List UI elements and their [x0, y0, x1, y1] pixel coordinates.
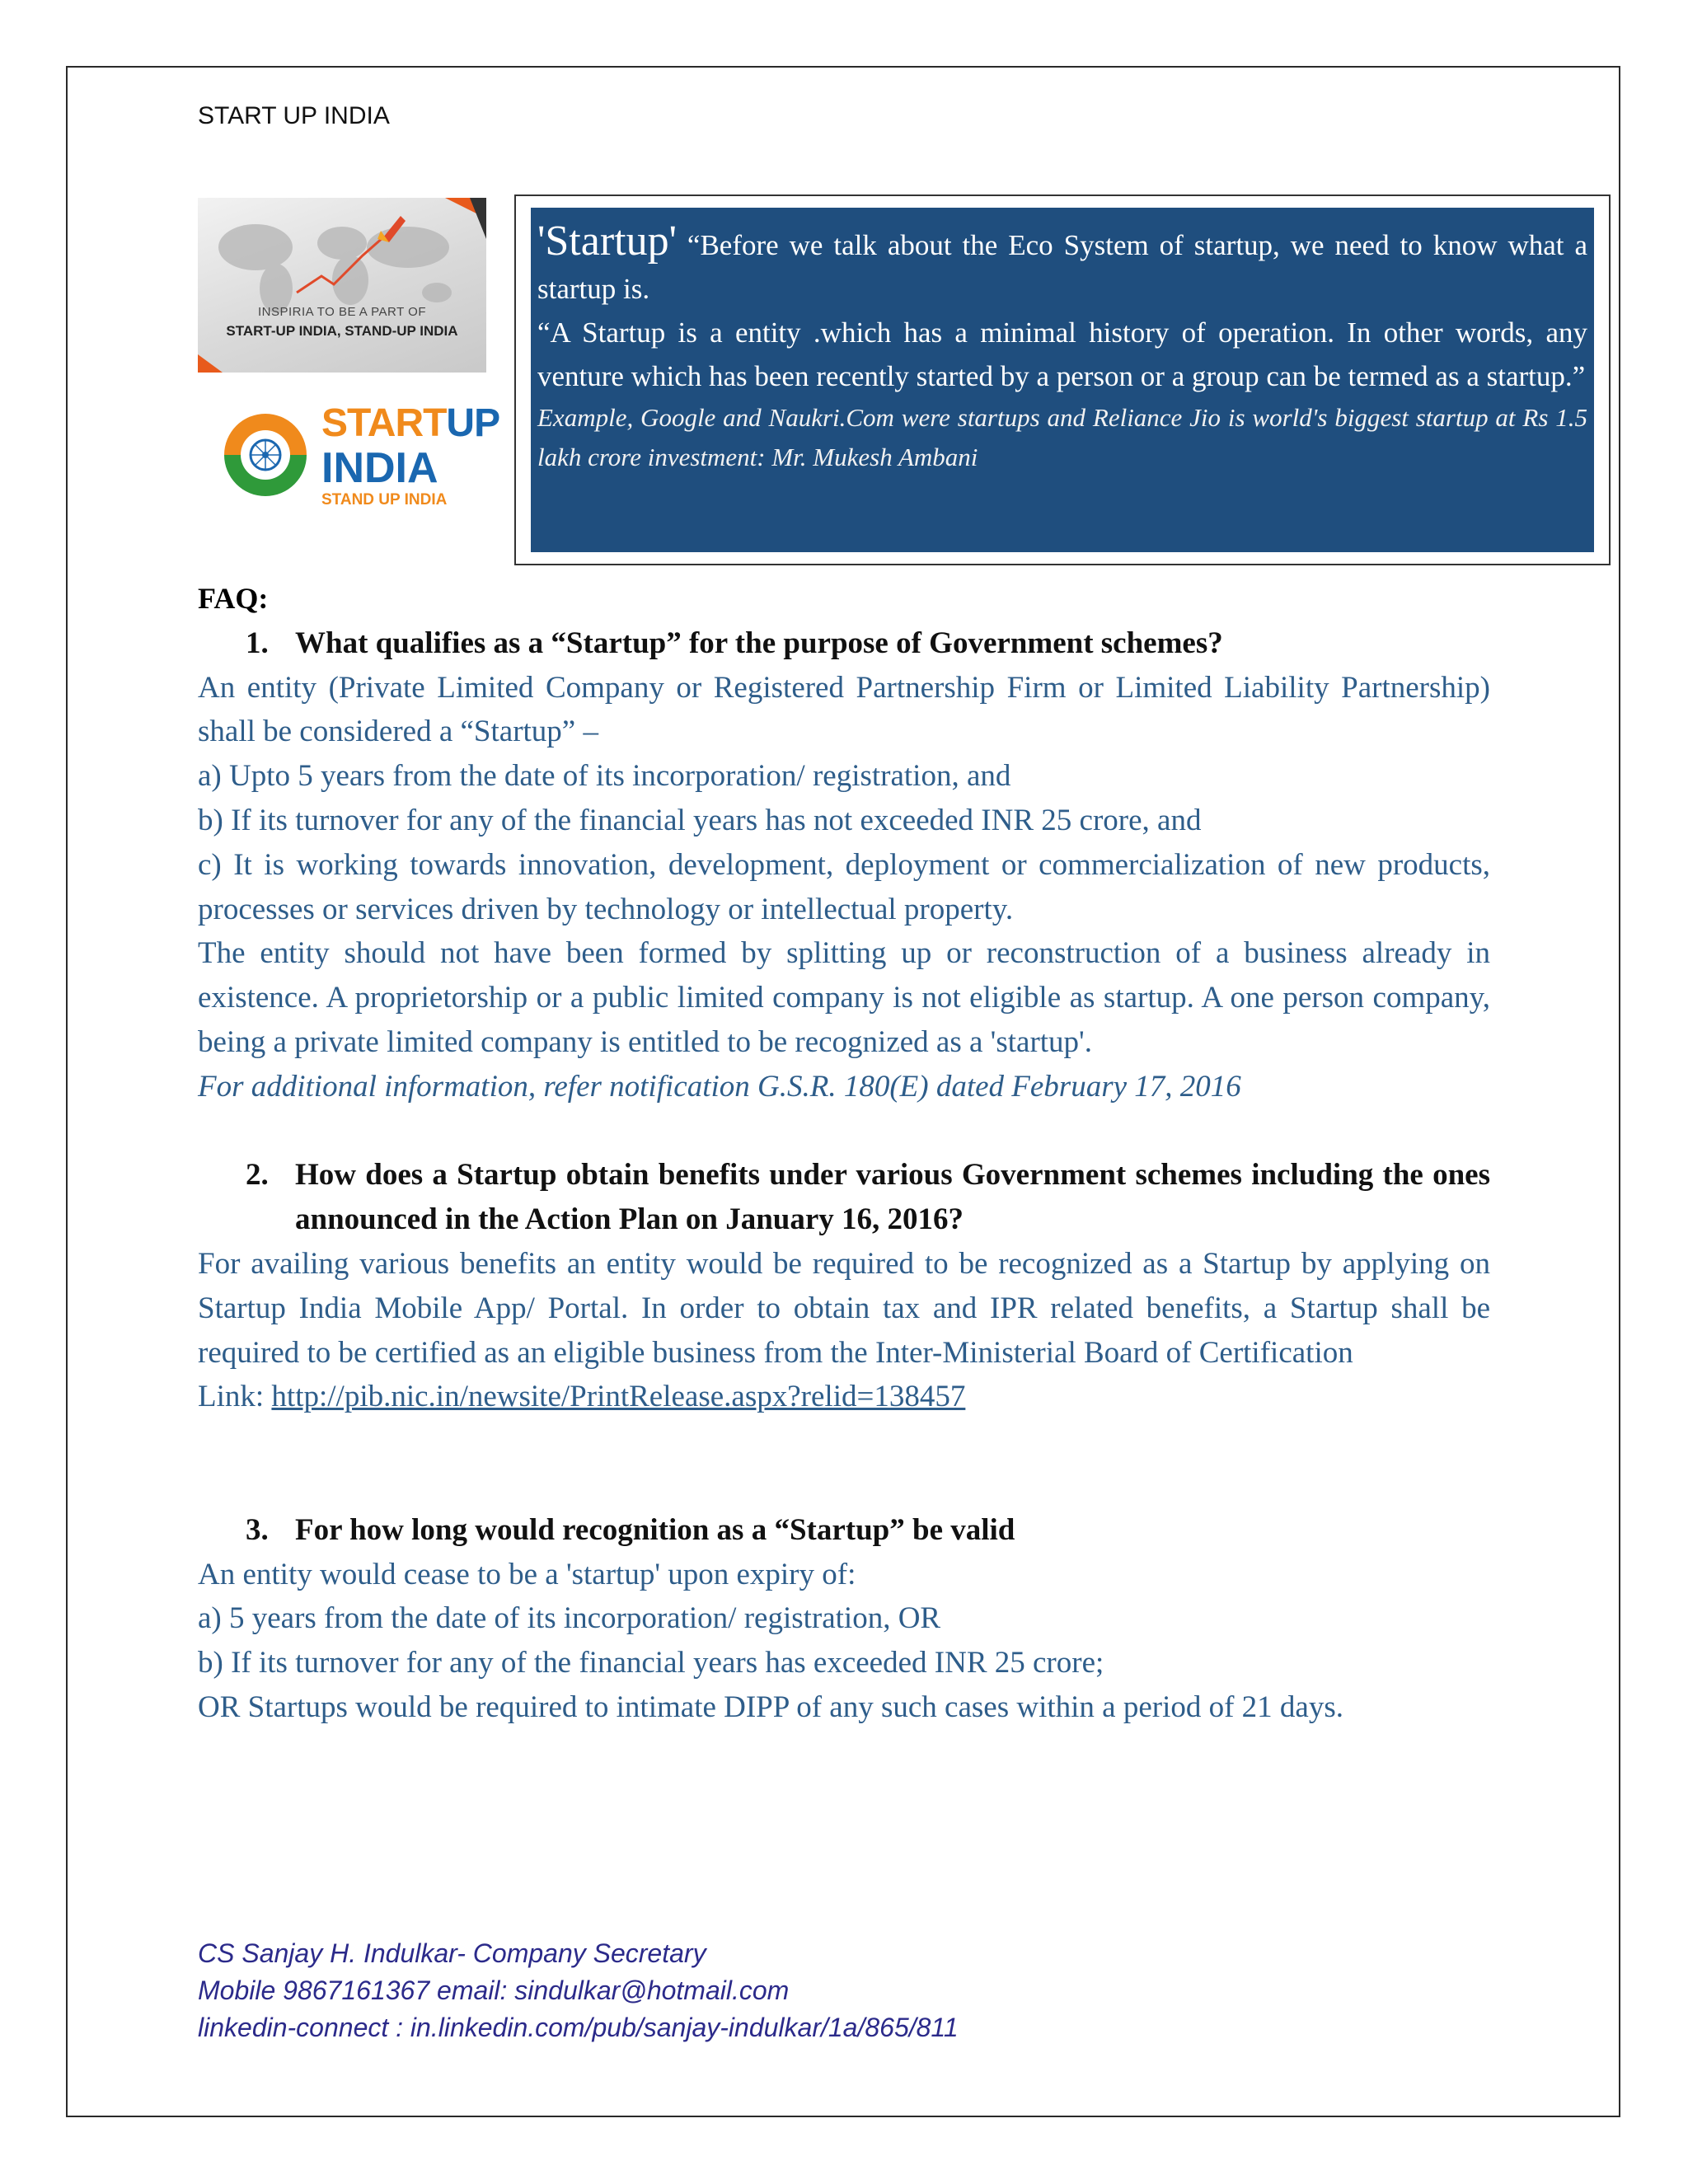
spacer	[198, 1419, 1490, 1464]
banner-line2: START-UP INDIA, STAND-UP INDIA	[226, 323, 458, 339]
page-header: START UP INDIA	[198, 102, 390, 129]
pib-release-link[interactable]: http://pib.nic.in/newsite/PrintRelease.aspx?relid=138457	[271, 1380, 966, 1414]
logo-standup-text: STAND UP INDIA	[321, 491, 448, 509]
startup-india-banner-image	[198, 198, 486, 373]
answer-note: For additional information, refer notification G.S.R. 180(E) dated February 17, 2016	[198, 1069, 1241, 1104]
faq-title: FAQ:	[198, 582, 269, 615]
box-example: Example, Google and Naukri.Com were startups and Reliance Jio is world's biggest startup at Rs 1.5 lakh crore investment: Mr. Mukesh Ambani	[537, 403, 1587, 471]
question-number: 2.	[246, 1158, 269, 1193]
faq-question-3	[198, 1508, 1490, 1553]
faq-section	[198, 577, 1490, 1730]
box-heading: 'Startup'	[537, 218, 677, 265]
faq-question-1	[198, 621, 1490, 666]
logo-up-text: UP	[446, 401, 500, 445]
logo-india-word: INDIA	[321, 444, 438, 492]
startup-definition-box	[531, 208, 1594, 552]
question-number: 1.	[246, 626, 269, 660]
answer-item-c: c) It is working towards innovation, development, deployment or commercialization of new products, processes or services driven by technology or intellectual property.	[198, 847, 1490, 926]
answer-paragraph: The entity should not have been formed by splitting up or reconstruction of a business already in existence. A proprietorship or a public limited company is not eligible as startup. A one person company, being a private limited company is entitled to be recognized as a 'startup'.	[198, 936, 1490, 1059]
answer-item-a: a) 5 years from the date of its incorporation/ registration, OR	[198, 1601, 941, 1636]
answer-item-c: OR Startups would be required to intimate DIPP of any such cases within a period of 21 days.	[198, 1690, 1343, 1724]
banner-line1: INSPIRIA TO BE A PART OF	[257, 305, 427, 319]
box-definition: “A Startup is a entity .which has a minimal history of operation. In other words, any venture which has been recently started by a person or a group can be termed as a startup.”	[537, 316, 1587, 392]
footer-author: CS Sanjay H. Indulkar- Company Secretary	[198, 1938, 706, 1968]
question-number: 3.	[246, 1512, 269, 1547]
footer-linkedin: linkedin-connect : in.linkedin.com/pub/sanjay-indulkar/1a/865/811	[198, 2013, 959, 2042]
ashoka-chakra-emblem-icon	[216, 405, 315, 504]
answer-paragraph: An entity (Private Limited Company or Registered Partnership Firm or Limited Liability Partnership) shall be considered a “Startup” –	[198, 670, 1490, 749]
answer-paragraph: For availing various benefits an entity would be required to be recognized as a Startup by applying on Startup India Mobile App/ Portal. In order to obtain tax and IPR related benefits, a Startup shall be required to be certified as an eligible business from the Inter-Ministerial Board of Certification	[198, 1246, 1490, 1370]
spacer	[198, 1464, 1490, 1508]
logo-start-word	[321, 401, 499, 446]
footer-contact: Mobile 9867161367 email: sindulkar@hotmail.com	[198, 1975, 790, 2005]
link-label: Link:	[198, 1380, 272, 1414]
question-text: For how long would recognition as a “Startup” be valid	[295, 1512, 1015, 1547]
answer-link-line	[198, 1375, 1490, 1419]
box-intro-paragraph	[537, 219, 1587, 311]
answer-item-b: b) If its turnover for any of the financial years has not exceeded INR 25 crore, and	[198, 803, 1202, 837]
faq-question-2	[198, 1153, 1490, 1242]
spacer	[198, 1109, 1490, 1154]
answer-item-a: a) Upto 5 years from the date of its incorporation/ registration, and	[198, 759, 1011, 794]
box-intro-text: “Before we talk about the Eco System of startup, we need to know what a startup is.	[537, 229, 1587, 305]
world-map-rocket-graphic	[198, 198, 486, 373]
question-text: What qualifies as a “Startup” for the purpose of Government schemes?	[295, 626, 1223, 660]
question-text: How does a Startup obtain benefits under various Government schemes including the ones announced in the Action Plan on January 16, 2016?	[295, 1158, 1490, 1237]
author-footer	[198, 1935, 959, 2046]
answer-paragraph: An entity would cease to be a 'startup' upon expiry of:	[198, 1557, 856, 1591]
answer-item-b: b) If its turnover for any of the financial years has exceeded INR 25 crore;	[198, 1646, 1104, 1680]
logo-start-text: START	[321, 401, 447, 445]
startup-india-logo	[216, 397, 500, 513]
